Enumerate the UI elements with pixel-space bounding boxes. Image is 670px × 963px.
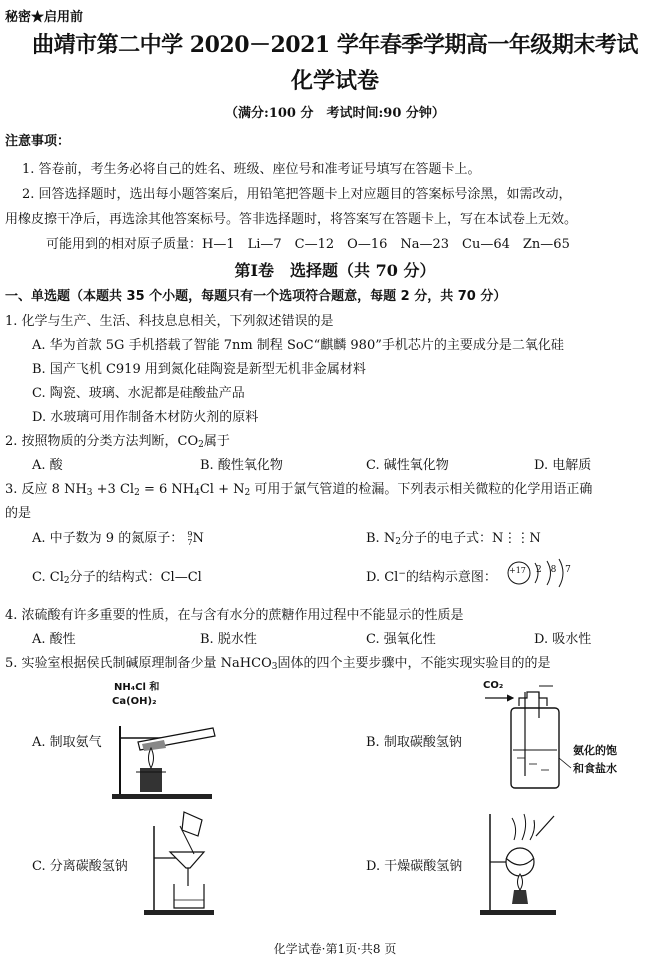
co2-label: CO₂ — [483, 680, 504, 691]
exam-info: （满分:100 分 考试时间:90 分钟） — [225, 106, 445, 121]
cl-ion-structure-diagram — [505, 555, 575, 591]
notice-item-2-line2: 用橡皮擦干净后，再选涂其他答案标号。答非选择题时，将答案写在答题卡上，写在本试卷上无效。 — [5, 212, 578, 227]
q5-stem: 5. 实验室根据侯氏制碱原理制备少量 NaHCO$_3$固体的四个主要步骤中，不能实现实验目的的是 — [5, 656, 551, 672]
q1-option-c: C. 陶瓷、玻璃、水泥都是硅酸盐产品 — [32, 386, 245, 401]
reagent-label-2: Ca(OH)₂ — [112, 696, 157, 707]
q4-stem: 4. 浓硫酸有许多重要的性质，在与含有水分的蔗糖作用过程中不能显示的性质是 — [5, 608, 464, 623]
q4-option-d: D. 吸水性 — [534, 632, 592, 647]
solution-label-2: 和食盐水 — [573, 762, 617, 775]
notice-heading: 注意事项： — [5, 134, 71, 149]
q2-option-a: A. 酸 — [32, 458, 63, 473]
q5-option-d: D. 干燥碳酸氢钠 — [366, 859, 463, 874]
q3-option-a: A. 中子数为 9 的氮原子： 9 7 N — [32, 529, 204, 547]
q1-option-a: A. 华为首款 5G 手机搭载了智能 7nm 制程 SoC“麒麟 980”手机芯片的主要成分是二氧化硅 — [32, 338, 564, 353]
q2-option-c: C. 碱性氧化物 — [366, 458, 449, 473]
q4-option-c: C. 强氧化性 — [366, 632, 436, 647]
confidential-label: 秘密★启用前 — [5, 10, 84, 25]
part-heading: 一、单选题（本题共 35 个小题，每题只有一个选项符合题意，每题 2 分，共 70 分） — [5, 289, 507, 304]
q3-option-b: B. $N_2$分子的电子式：N⋮⋮N — [366, 531, 541, 547]
q1-option-d: D. 水玻璃可用作制备木材防火剂的原料 — [32, 410, 259, 425]
q4-option-a: A. 酸性 — [32, 632, 76, 647]
figure-ammonia-apparatus — [108, 676, 228, 800]
reagent-label-1: NH₄Cl 和 — [114, 682, 160, 693]
shell-electrons: 2 8 7 — [536, 565, 571, 575]
q5-option-b: B. 制取碳酸氢钠 — [366, 735, 462, 750]
atomic-masses: 可能用到的相对原子质量：H—1 Li—7 C—12 O—16 Na—23 Cu—64 Zn—65 — [46, 237, 570, 252]
figure-gas-bottle — [475, 678, 635, 794]
q3-option-d: D. Cl−的结构示意图： — [366, 569, 497, 585]
q4-option-b: B. 脱水性 — [200, 632, 257, 647]
figure-filtration — [140, 806, 220, 918]
q5-option-a: A. 制取氨气 — [32, 735, 102, 750]
notice-item-2-line1: 2. 回答选择题时，选出每小题答案后，用铅笔把答题卡上对应题目的答案标号涂黑，如需改动， — [22, 187, 572, 202]
section-title: 第Ⅰ卷 选择题（共 70 分） — [234, 261, 436, 280]
q5-option-c: C. 分离碳酸氢钠 — [32, 859, 128, 874]
q2-option-d: D. 电解质 — [534, 458, 592, 473]
page-footer: 化学试卷·第1页·共8 页 — [273, 942, 397, 956]
q3-option-c: C. $Cl_2$分子的结构式：Cl—Cl — [32, 570, 202, 586]
q2-option-b: B. 酸性氧化物 — [200, 458, 283, 473]
q3-stem: 3. 反应 8 $NH_3 +3$ $Cl_2 = 6$ $NH_4Cl + N_2$ 可用于氯气管道的检漏。下列表示相关微粒的化学用语正确 — [5, 482, 593, 498]
figure-drying — [478, 810, 562, 918]
q3-stem-line2: 的是 — [5, 506, 32, 521]
notice-item-1: 1. 答卷前，考生务必将自己的姓名、班级、座位号和准考证号填写在答题卡上。 — [22, 162, 481, 177]
nucleus-label: +17 — [509, 566, 526, 575]
exam-subject-title: 化学试卷 — [290, 68, 379, 94]
exam-title: 曲靖市第二中学 2020－2021 学年春季学期高一年级期末考试 — [32, 32, 638, 58]
q1-option-b: B. 国产飞机 C919 用到氮化硅陶瓷是新型无机非金属材料 — [32, 362, 366, 377]
q2-stem: 2. 按照物质的分类方法判断，$CO_2$属于 — [5, 434, 230, 450]
solution-label-1: 氨化的饱 — [573, 744, 617, 757]
q1-stem: 1. 化学与生产、生活、科技息息相关，下列叙述错误的是 — [5, 314, 334, 329]
